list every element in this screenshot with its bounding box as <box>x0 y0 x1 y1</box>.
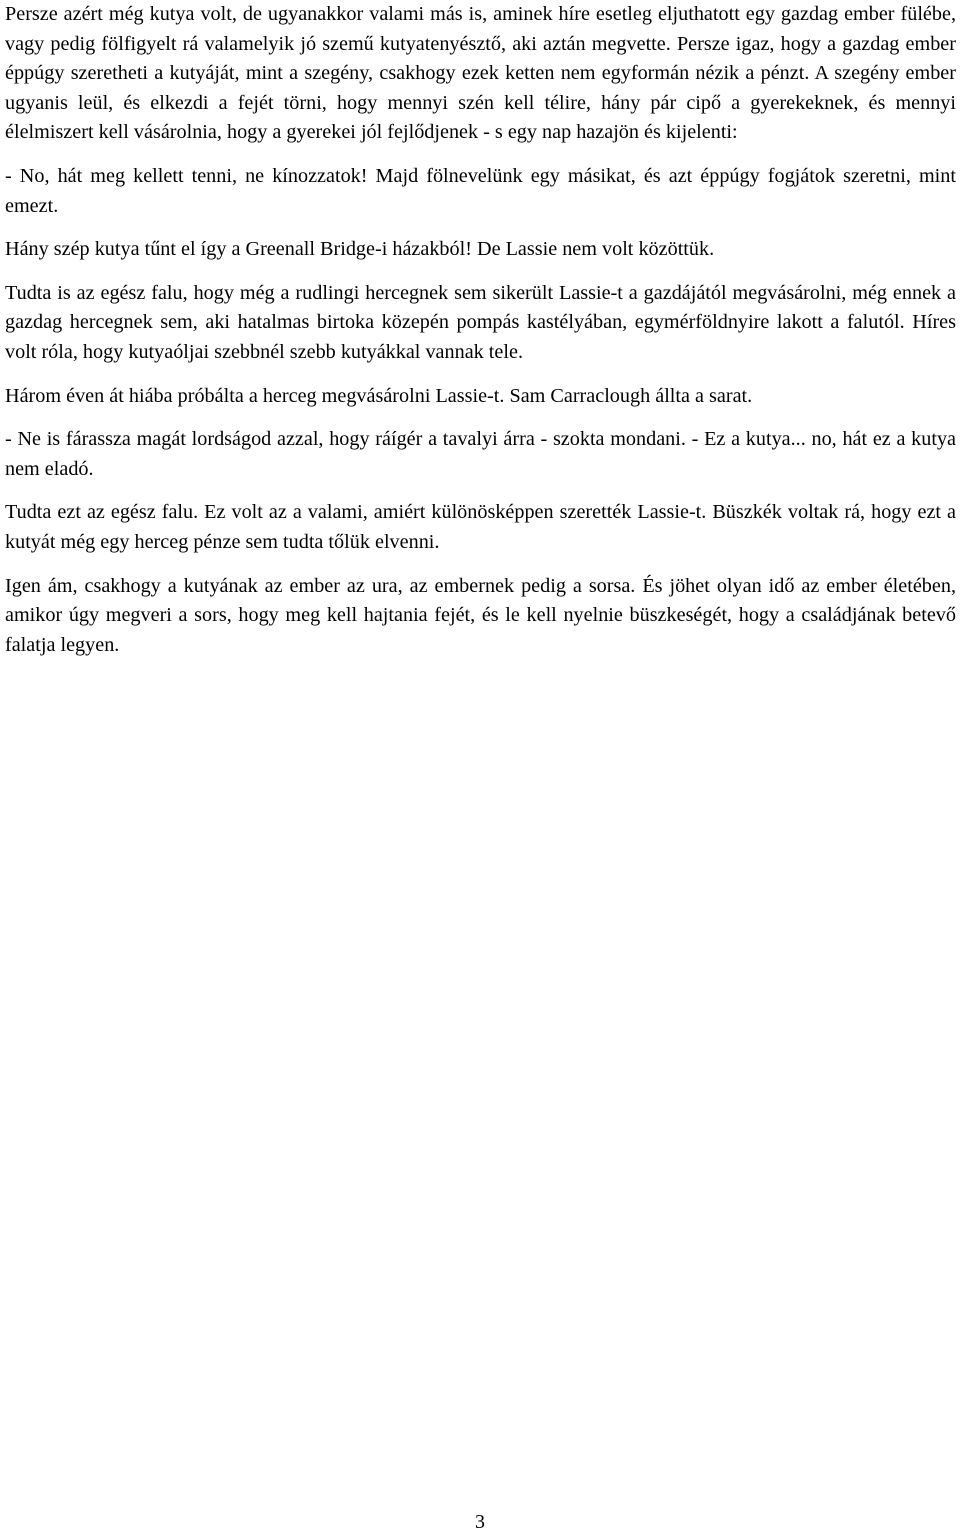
paragraph: Tudta is az egész falu, hogy még a rudlingi hercegnek sem sikerült Lassie-t a gazdájától megvásárolni, még ennek a gazdag hercegnek sem, aki hatalmas birtoka közepén pompás kastélyában, egymérföldnyire lakott a falutól. Híres volt róla, hogy kutyaóljai szebbnél szebb kutyákkal vannak tele. <box>5 281 956 363</box>
page-body <box>5 0 956 674</box>
paragraph: Igen ám, csakhogy a kutyának az ember az ura, az embernek pedig a sorsa. És jöhet olyan idő az ember életében, amikor úgy megveri a sors, hogy meg kell hajtania fejét, és le kell nyelnie büszkeségét, hogy a családjának betevő falatja legyen. <box>5 574 956 656</box>
paragraph: - Ne is fárassza magát lordságod azzal, hogy ráígér a tavalyi árra - szokta mondani. - Ez a kutya... no, hát ez a kutya nem eladó. <box>5 428 956 480</box>
paragraph: Tudta ezt az egész falu. Ez volt az a valami, amiért különösképpen szerették Lassie-t. Büszkék voltak rá, hogy ezt a kutyát még egy herceg pénze sem tudta tőlük elvenni. <box>5 501 956 553</box>
paragraph: - No, hát meg kellett tenni, ne kínozzatok! Majd fölnevelünk egy másikat, és azt éppúgy fogjátok szeretni, mint emezt. <box>5 164 956 217</box>
page-number: 3 <box>475 1511 485 1533</box>
paragraph: Hány szép kutya tűnt el így a Greenall Bridge-i házakból! De Lassie nem volt közöttük. <box>5 238 715 261</box>
paragraph: Három éven át hiába próbálta a herceg megvásárolni Lassie-t. Sam Carraclough állta a sarat. <box>5 384 753 407</box>
paragraph: Persze azért még kutya volt, de ugyanakkor valami más is, aminek híre esetleg eljuthatott egy gazdag ember fülébe, vagy pedig fölfigyelt rá valamelyik jó szemű kutyatenyésztő, aki aztán megvette. Persze igaz, hogy a gazdag ember éppúgy szeretheti a kutyáját, mint a szegény, csakhogy ezek ketten nem egyformán nézik a pénzt. A szegény ember ugyanis leül, és elkezdi a fejét törni, hogy mennyi szén kell télire, hány pár cipő a gyerekeknek, és mennyi élelmiszert kell vásárolnia, hogy a gyerekei jól fejlődjenek - s egy nap hazajön és kijelenti: <box>5 3 956 144</box>
